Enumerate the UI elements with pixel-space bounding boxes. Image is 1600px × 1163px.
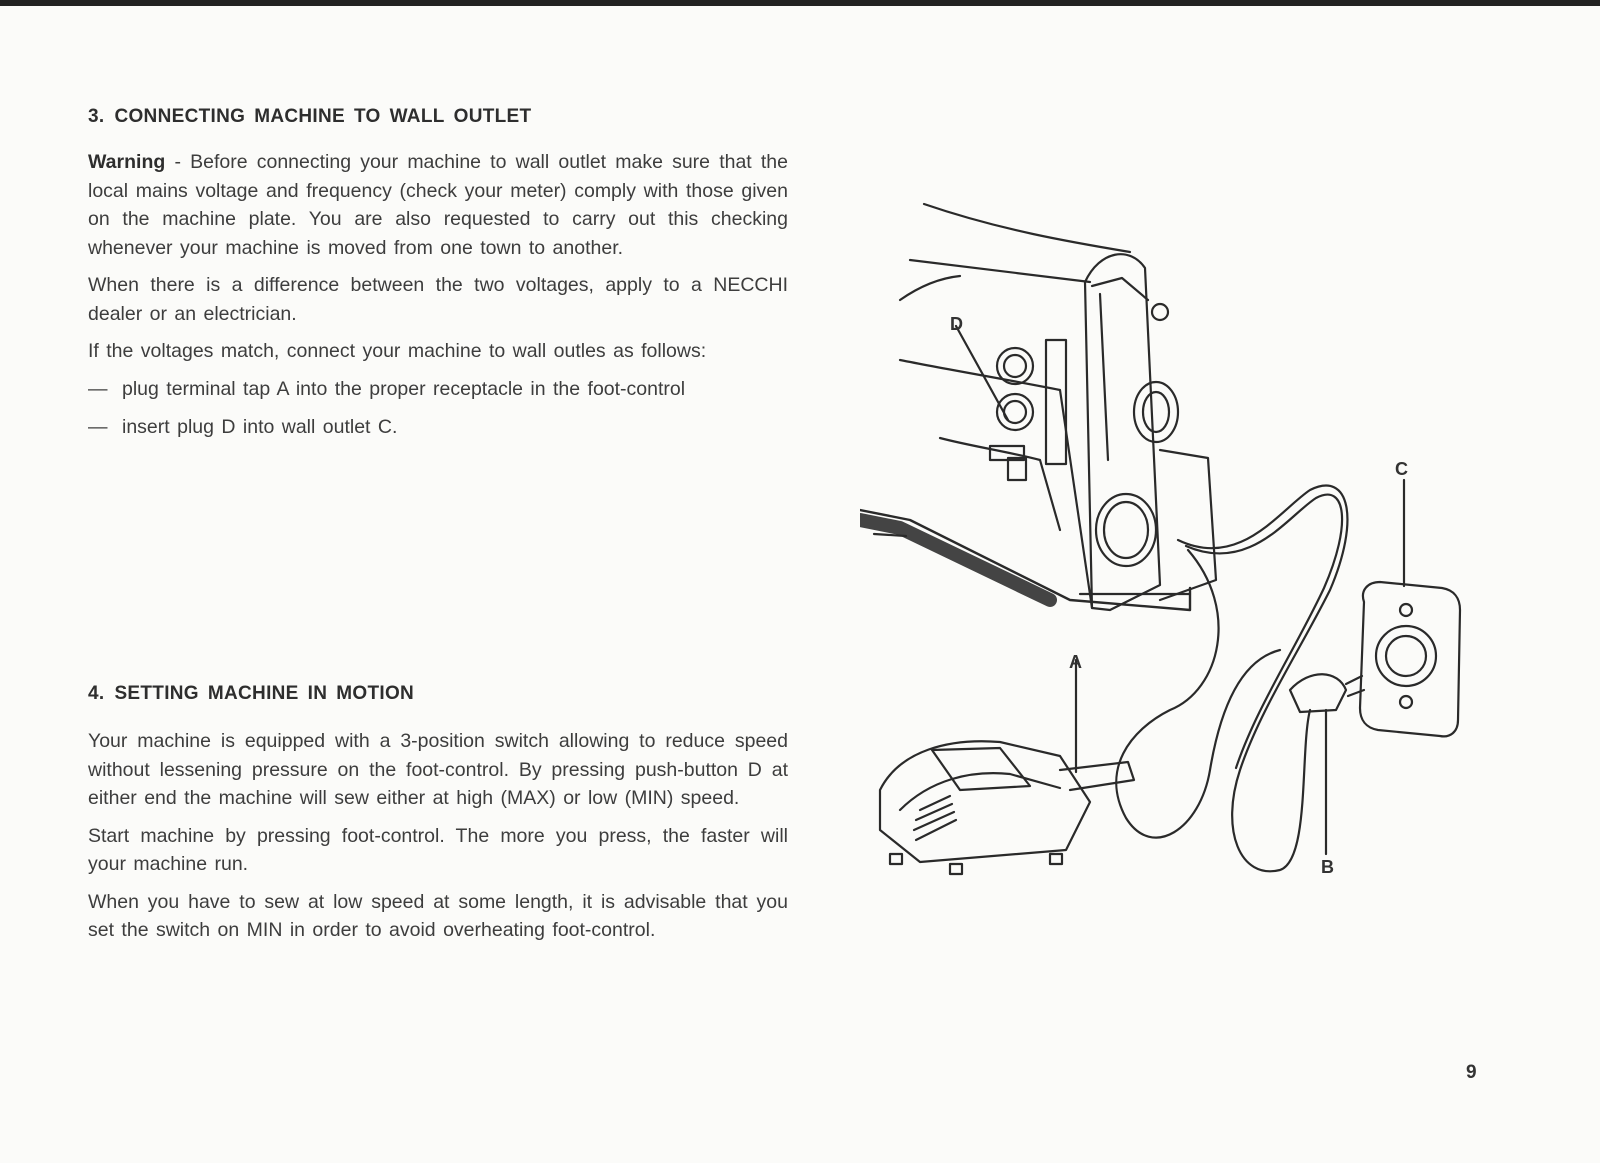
label-b: B xyxy=(1321,857,1334,877)
section-number: 3. xyxy=(88,106,105,127)
section-motion xyxy=(88,683,788,954)
heading-word: MACHINE xyxy=(254,106,345,127)
label-a: A xyxy=(1069,652,1082,672)
heading-word: SETTING xyxy=(114,683,199,704)
start-paragraph: Start machine by pressing foot-control. The more you press, the faster will your machine run. xyxy=(88,824,788,875)
power-cord xyxy=(1178,486,1347,872)
heading-word: OUTLET xyxy=(453,106,532,127)
label-d: D xyxy=(950,314,963,334)
voltage-match-paragraph: If the voltages match, connect your machine to wall outles as follows: xyxy=(88,340,707,362)
terminal-tap-a xyxy=(1060,762,1134,790)
section-number: 4. xyxy=(88,683,105,704)
heading-word: TO xyxy=(353,106,381,127)
low-speed-paragraph: When you have to sew at low speed at some length, it is advisable that you set the switch on MIN in order to avoid overheating foot-control. xyxy=(88,890,788,941)
plug-b xyxy=(1290,674,1346,712)
foot-control xyxy=(880,741,1090,862)
section-4-heading xyxy=(88,683,788,705)
warning-label: Warning xyxy=(88,151,166,173)
warning-text: - Before connecting your machine to wall outlet make sure that the local mains voltage and frequency (check your meter) comply with those given on the machine plate. You are also requested to carry out this checking whenever your machine is moved from one town to another. xyxy=(88,151,788,259)
foot-control-window xyxy=(932,748,1030,790)
dial-panel-slot xyxy=(1046,340,1066,464)
heading-word: WALL xyxy=(389,106,445,127)
sewing-machine-wiring-illustration xyxy=(860,190,1500,910)
label-c: C xyxy=(1395,459,1408,479)
section-3-heading xyxy=(88,106,788,128)
machine-arm-outline xyxy=(924,204,1130,252)
instruction-item xyxy=(88,413,788,442)
dash-marker: — xyxy=(88,416,108,438)
instruction-text: insert plug D into wall outlet C. xyxy=(122,416,398,438)
heading-word: MACHINE xyxy=(207,683,299,704)
heading-word: IN xyxy=(307,683,328,704)
voltage-difference-paragraph: When there is a difference between the two voltages, apply to a NECCHI dealer or an electrician. xyxy=(88,274,788,325)
heading-word: CONNECTING xyxy=(114,106,246,127)
switch-paragraph: Your machine is equipped with a 3-position switch allowing to reduce speed without lessening pressure on the foot-control. By pressing push-button D at either end the machine will sew either at high (MAX) or low (MIN) speed. xyxy=(88,730,788,809)
section-connecting xyxy=(88,106,788,452)
dash-marker: — xyxy=(88,377,108,400)
instruction-item xyxy=(88,375,788,404)
warning-paragraph xyxy=(88,148,788,262)
heading-word: MOTION xyxy=(336,683,415,704)
upper-dial xyxy=(997,348,1033,384)
page-number: 9 xyxy=(1466,1062,1477,1083)
instruction-text: plug terminal tap A into the proper receptacle in the foot-control xyxy=(122,377,686,400)
